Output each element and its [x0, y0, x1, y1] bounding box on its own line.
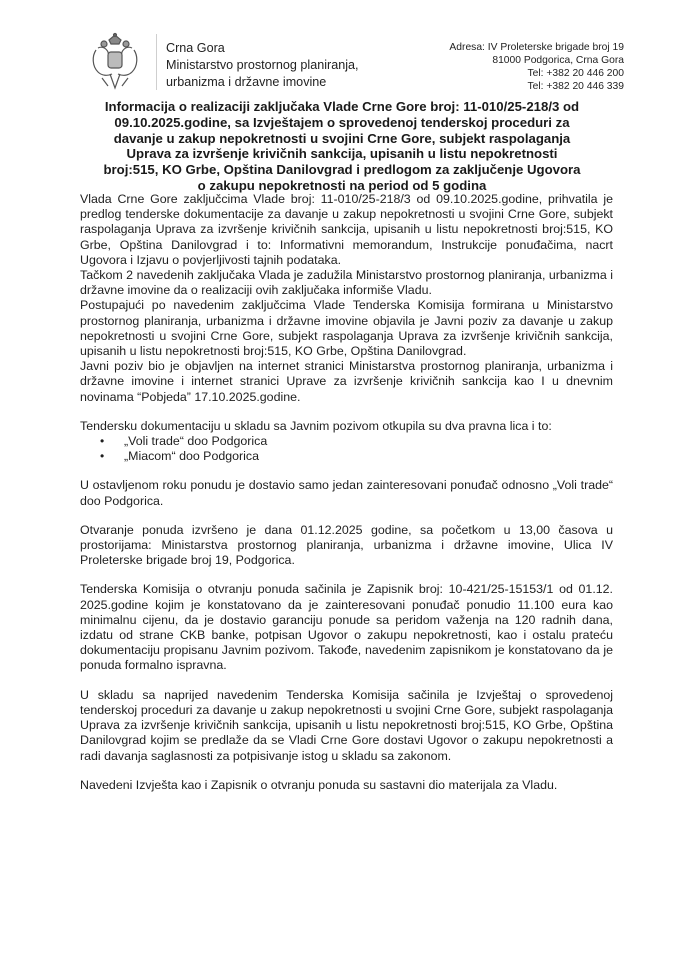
bullet-icon: •: [100, 449, 105, 464]
paragraph-opening: Otvaranje ponuda izvršeno je dana 01.12.2025 godine, sa početkom u 13,00 časova u prostorijama: Ministarstva prostornog planiranja, urbanizma i državne imovine, Ulica IV Proleterske brigade broj 19, Podgorica.: [80, 522, 613, 568]
bullet-icon: •: [100, 434, 105, 449]
document-body: [80, 192, 613, 793]
organization-name: [166, 40, 359, 91]
document-title: Informacija o realizaciji zaključaka Vlade Crne Gore broj: 11-010/25-218/3 od 09.10.2025.godine, sa Izvještajem o sprovedenoj tenderskoj proceduri za davanje u zakup nepokretnosti u svojini Crne Gore, subjekt raspolaganja Uprava za izvršenje krivičnih sankcija, upisanih u listu nepokretnosti broj:515, KO Grbe, Opština Danilovgrad i predlogom za zaključenje Ugovora o zakupu nepokretnosti na period od 5 godina: [103, 99, 581, 193]
paragraph-report: U skladu sa naprijed navedenim Tenderska Komisija sačinila je Izvještaj o sprovedenoj tenderskoj proceduri za davanje u zakup nepokretnosti u svojini Crne Gore, subjekt raspolaganja Uprava za izvršenje krivičnih sankcija, upisanih u listu nepokretnosti broj:515, KO Grbe, Opština Danilovgrad kojim se predlaže da se Vladi Crne Gore dostavi Ugovor o zakupu nepokretnosti a radi davanja saglasnosti za potpisivanje istog u skladu sa zakonom.: [80, 687, 613, 763]
address-city: 81000 Podgorica, Crna Gora: [492, 55, 624, 66]
list-item: • „Miacom“ doo Podgorica: [100, 449, 259, 464]
paragraph-tender-docs: Tendersku dokumentaciju u skladu sa Javnim pozivom otkupila su dva pravna lica i to:: [80, 418, 552, 433]
org-line-ministry: Ministarstvo prostornog planiranja,: [166, 58, 359, 72]
list-item: • „Voli trade“ doo Podgorica: [100, 434, 268, 449]
phone-2: Tel: +382 20 446 339: [527, 81, 624, 92]
paragraph-publication: Javni poziv bio je objavljen na internet stranici Ministarstva prostornog planiranja, urbanizma i državne imovine i internet stranici Uprave za izvršenje krivičnih sankcija kao I u dnevnim novinama “Pobjeda” 17.10.2025.godine.: [80, 359, 613, 404]
coat-of-arms-icon: [88, 32, 142, 92]
paragraph-point-2: Tačkom 2 navedenih zaključaka Vlada je zadužila Ministarstvo prostornog planiranja, urbanizma i državne imovine da o realizaciji ovih zaključaka informiše Vladu.: [80, 268, 613, 298]
paragraph-single-bid: U ostavljenom roku ponudu je dostavio samo jedan zainteresovani ponuđač odnosno „Voli trade“ doo Podgorica.: [80, 478, 613, 508]
phone-1: Tel: +382 20 446 200: [527, 68, 624, 79]
org-line-ministry-cont: urbanizma i državne imovine: [166, 75, 327, 89]
paragraph-government-conclusions: Vlada Crne Gore zaključcima Vlade broj: 11-010/25-218/3 od 09.10.2025.godine, prihvatila je predlog tenderske dokumentacije za davanje u zakup nepokretnosti u svojini Crne Gore, subjekt raspolaganja Uprava za izvršenje krivičnih sankcija, upisanih u listu nepokretnosti broj:515, KO Grbe, Opština Danilovgrad i to: Informativni memorandum, Instrukcije ponuđačima, nacrt Ugovora i Izjavu o povjerljivosti tajnih podataka.: [80, 192, 613, 267]
paragraph-minutes: Tenderska Komisija o otvranju ponuda sačinila je Zapisnik broj: 10-421/25-15153/1 od 01.12. 2025.godine kojim je konstatovano da je zainteresovani ponuđač ponudio 11.100 eura kao minimalnu cijenu, da je dostavio garanciju ponude sa peridom važenja na 120 radnih dana, izdatu od strane CKB banke, potpisan Ugovor o zakupu nepokretnosti, kao i ostalu prateću dokumentaciju propisanu Javnim pozivom. Takođe, navedenim zapisnikom je konstatovano da je ponuda formalno ispravna.: [80, 582, 613, 673]
letterhead: [88, 30, 648, 100]
bidders-list: [80, 434, 613, 464]
address-street: Adresa: IV Proleterske brigade broj 19: [449, 42, 624, 53]
paragraph-attachments: Navedeni Izvješta kao i Zapisnik o otvranju ponuda su sastavni dio materijala za Vladu.: [80, 777, 558, 792]
org-line-country: Crna Gora: [166, 41, 225, 55]
paragraph-public-call: Postupajući po navedenim zaključcima Vlade Tenderska Komisija formirana u Ministarstvo prostornog planiranja, urbanizma i državne imovine objavila je Javni poziv za davanje u zakup nepokretnosti u svojini Crne Gore, subjekt raspolaganja Uprava za izvršenje krivičnih sankcija, upisanih u listu nepokretnosti broj:515, KO Grbe, Opština Danilovgrad.: [80, 298, 613, 359]
header-divider: [156, 34, 157, 90]
contact-address: [449, 41, 624, 93]
